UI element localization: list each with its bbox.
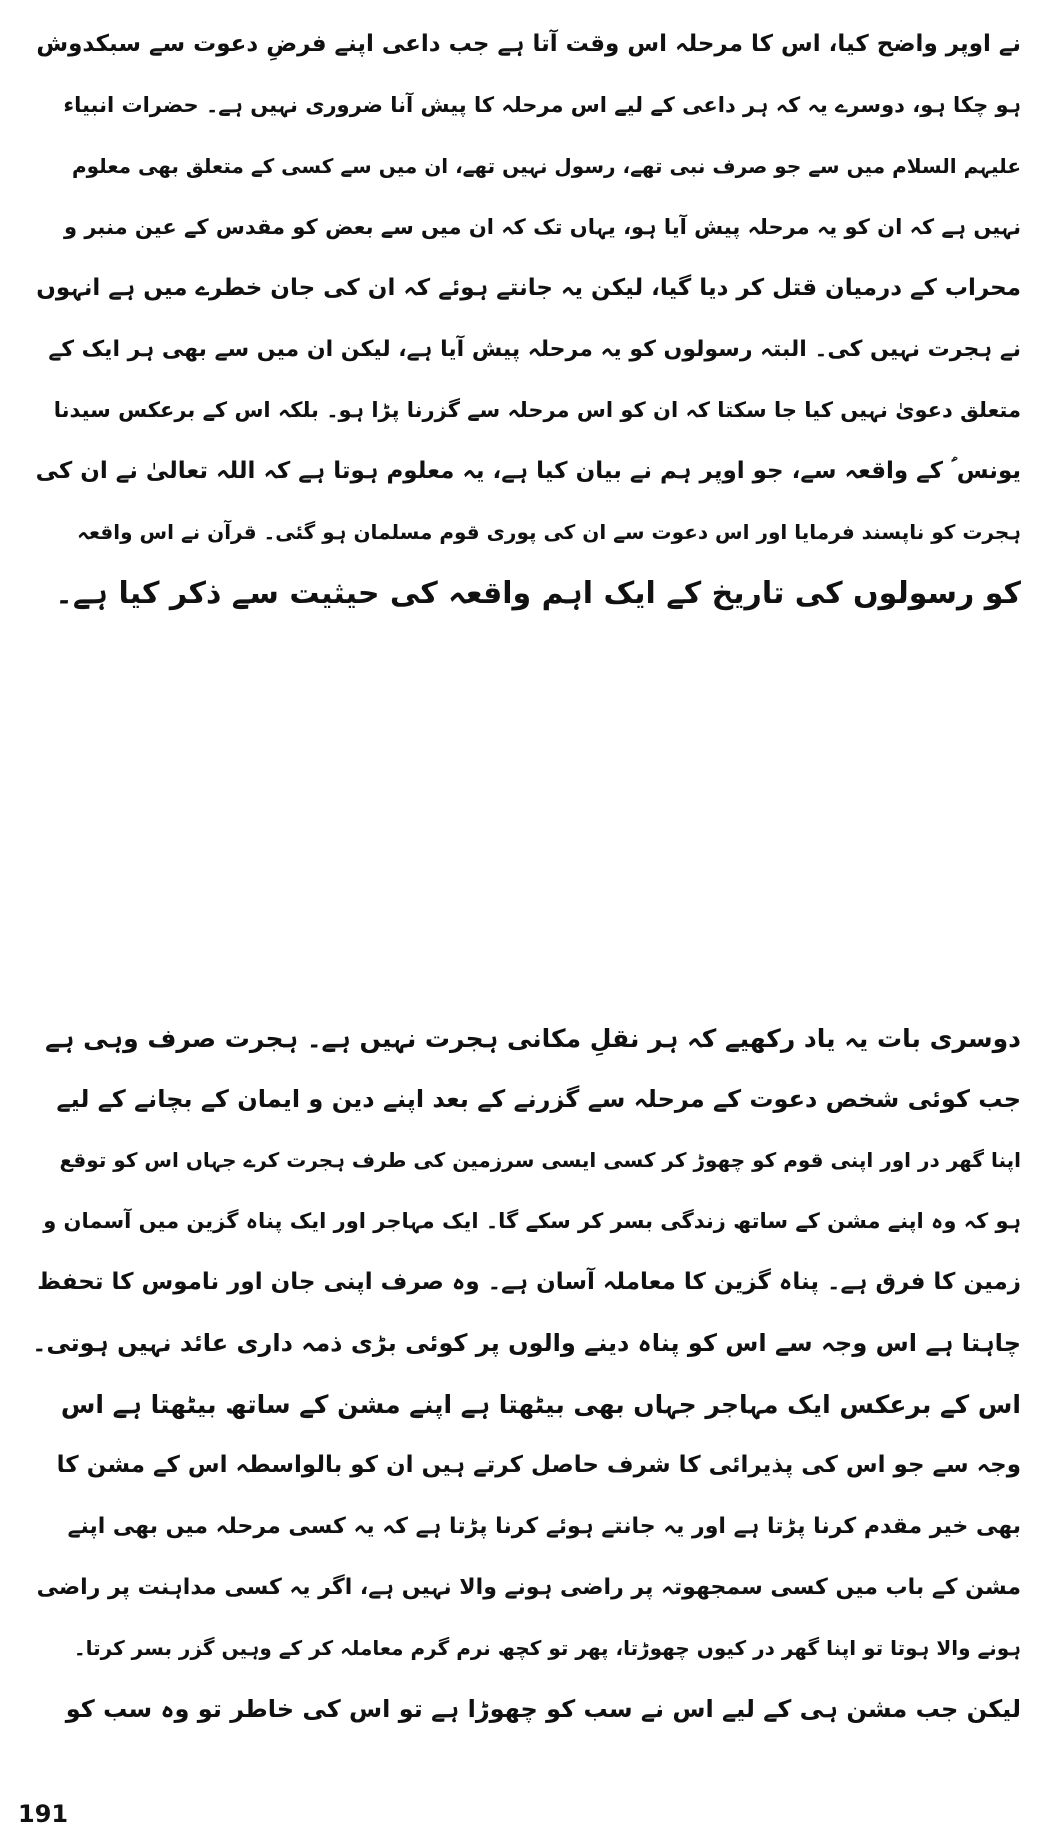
text-line: ہو کہ وہ اپنے مشن کے ساتھ زندگی بسر کر سکے گا۔ ایک مہاجر اور ایک پناہ گزین میں آسمان و (43, 1209, 1021, 1233)
text-line: زمین کا فرق ہے۔ پناہ گزین کا معاملہ آسان ہے۔ وہ صرف اپنی جان اور ناموس کا تحفظ (37, 1269, 1021, 1295)
text-line: لیکن جب مشن ہی کے لیے اس نے سب کو چھوڑا ہے تو اس کی خاطر تو وہ سب کو (65, 1695, 1021, 1723)
text-line: بھی خیر مقدم کرنا پڑتا ہے اور یہ جانتے ہوئے کرنا پڑتا ہے کہ یہ کسی مرحلہ میں بھی اپنے (67, 1514, 1021, 1539)
text-line: جب کوئی شخص دعوت کے مرحلہ سے گزرنے کے بعد اپنے دین و ایمان کے بچانے کے لیے (56, 1085, 1021, 1113)
text-line: نے ہجرت نہیں کی۔ البتہ رسولوں کو یہ مرحلہ پیش آیا ہے، لیکن ان میں سے بھی ہر ایک کے (48, 337, 1021, 362)
text-line: نہیں ہے کہ ان کو یہ مرحلہ پیش آیا ہو، یہاں تک کہ ان میں سے بعض کو مقدس کے عین منبر و (64, 215, 1021, 239)
text-line: ہو چکا ہو، دوسرے یہ کہ ہر داعی کے لیے اس مرحلہ کا پیش آنا ضروری نہیں ہے۔ حضرات انبیاء (63, 93, 1021, 117)
text-line: ہجرت کو ناپسند فرمایا اور اس دعوت سے ان کی پوری قوم مسلمان ہو گئی۔ قرآن نے اس واقعہ (77, 520, 1021, 544)
text-line: اس کے برعکس ایک مہاجر جہاں بھی بیٹھتا ہے اپنے مشن کے ساتھ بیٹھتا ہے اس (60, 1390, 1021, 1419)
paragraph-1 (31, 14, 1021, 624)
text-line: مشن کے باب میں کسی سمجھوتہ پر راضی ہونے والا نہیں ہے، اگر یہ کسی مداہنت پر راضی (36, 1575, 1021, 1600)
paragraph-2 (31, 1008, 1021, 1740)
text-line: ہونے والا ہوتا تو اپنا گھر در کیوں چھوڑتا، پھر تو کچھ نرم گرم معاملہ کر کے وہیں گزر بسر کرتا۔ (73, 1636, 1021, 1660)
text-line: وجہ سے جو اس کی پذیرائی کا شرف حاصل کرتے ہیں ان کو بالواسطہ اس کے مشن کا (56, 1452, 1021, 1478)
text-line: یونس ؑ کے واقعہ سے، جو اوپر ہم نے بیان کیا ہے، یہ معلوم ہوتا ہے کہ اللہ تعالیٰ نے ان کی (35, 458, 1021, 484)
text-line: چاہتا ہے اس وجہ سے اس کو پناہ دینے والوں پر کوئی بڑی ذمہ داری عائد نہیں ہوتی۔ (32, 1329, 1021, 1357)
text-line: متعلق دعویٰ نہیں کیا جا سکتا کہ ان کو اس مرحلہ سے گزرنا پڑا ہو۔ بلکہ اس کے برعکس سیدنا (53, 398, 1021, 422)
text-line: محراب کے درمیان قتل کر دیا گیا، لیکن یہ جانتے ہوئے کہ ان کی جان خطرے میں ہے انہوں (36, 275, 1021, 301)
text-line: علیہم السلام میں سے جو صرف نبی تھے، رسول نہیں تھے، ان میں سے کسی کے متعلق بھی معلوم (71, 154, 1021, 178)
page-number: 191 (18, 1800, 69, 1828)
text-line: کو رسولوں کی تاریخ کے ایک اہم واقعہ کی حیثیت سے ذکر کیا ہے۔ (55, 576, 1021, 611)
text-line: نے اوپر واضح کیا، اس کا مرحلہ اس وقت آتا ہے جب داعی اپنے فرضِ دعوت سے سبکدوش (36, 31, 1021, 57)
text-line: دوسری بات یہ یاد رکھیے کہ ہر نقلِ مکانی ہجرت نہیں ہے۔ ہجرت صرف وہی ہے (45, 1024, 1021, 1053)
text-line: اپنا گھر در اور اپنی قوم کو چھوڑ کر کسی ایسی سرزمین کی طرف ہجرت کرے جہاں اس کو توقع (59, 1148, 1021, 1172)
